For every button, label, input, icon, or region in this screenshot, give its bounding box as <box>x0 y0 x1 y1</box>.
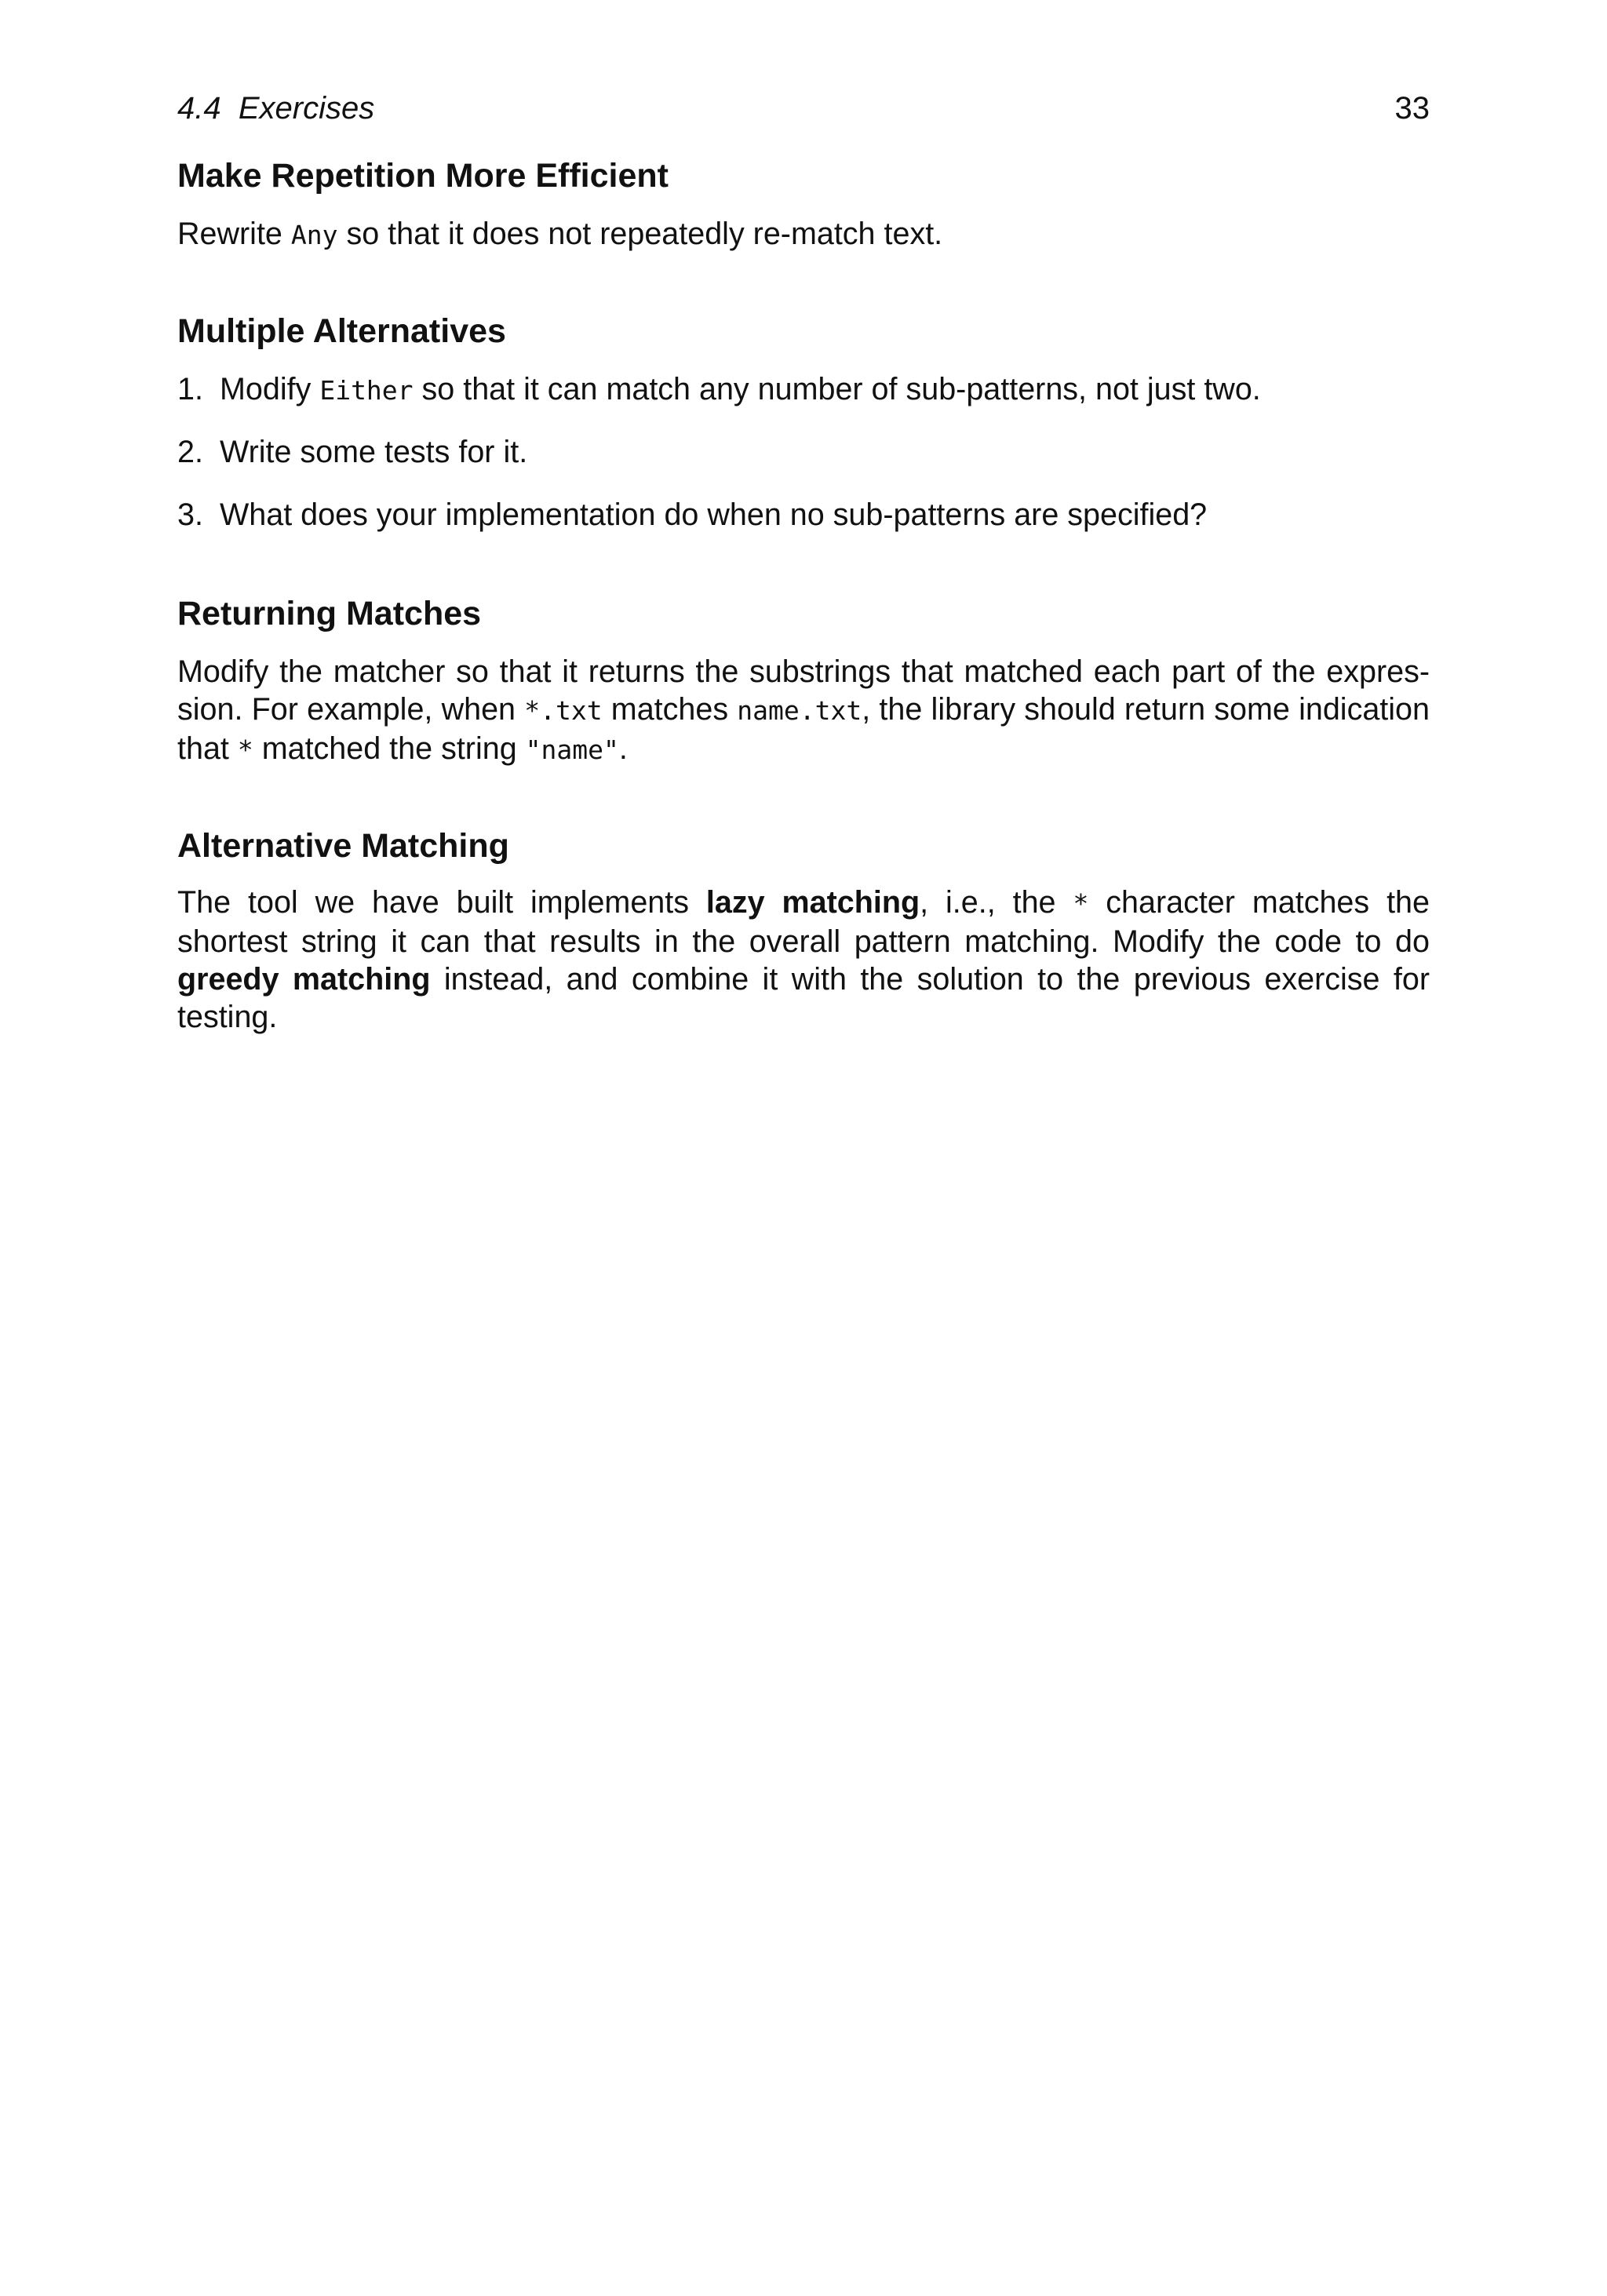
exercise-heading-alternatives: Multiple Alternatives <box>177 312 506 350</box>
exercise-heading-repetition: Make Repetition More Efficient <box>177 157 669 195</box>
code-star: * <box>237 734 253 765</box>
section-title: Exercises <box>238 91 375 126</box>
list-item: 1. Modify Either so that it can match any number of sub-patterns, not just two. <box>177 372 1261 406</box>
list-item-number: 2. <box>177 435 203 469</box>
code-filename: name.txt <box>737 695 862 726</box>
code-glob: *.txt <box>524 695 603 726</box>
code-name-string: "name" <box>525 734 619 765</box>
running-header <box>177 88 1430 129</box>
page-number: 33 <box>1394 91 1430 126</box>
term-greedy-matching: greedy matching <box>177 962 431 997</box>
exercise-heading-returning-matches: Returning Matches <box>177 595 482 632</box>
term-lazy-matching: lazy matching <box>705 885 920 920</box>
list-item: 2. Write some tests for it. <box>177 435 528 469</box>
code-either: Either <box>319 375 414 406</box>
exercise-text-repetition: Rewrite Any so that it does not repeatedly re-match text. <box>177 217 943 251</box>
list-item: 3. What does your implementation do when no sub-patterns are specified? <box>177 497 1208 532</box>
section-number: 4.4 <box>177 91 221 126</box>
exercise-text-alternative-matching: The tool we have built implements lazy matching, i.e., the * character matches the shortest string it can that results in the overall pattern matching. Modify the code to do greedy matching instead, and combine it with the solution to the previous exercise for testing. <box>177 885 1430 1034</box>
exercise-text-returning-matches: Modify the matcher so that it returns the substrings that matched each part of the expres- sion. For example, when *.txt matches name.txt, the library should return some indication that * matched the string "name". <box>177 654 1430 766</box>
list-item-number: 1. <box>177 372 203 406</box>
code-star: * <box>1073 888 1089 919</box>
exercise-heading-alternative-matching: Alternative Matching <box>177 827 509 865</box>
running-header-section <box>177 88 374 129</box>
list-item-number: 3. <box>177 497 203 532</box>
code-any: Any <box>290 220 338 250</box>
